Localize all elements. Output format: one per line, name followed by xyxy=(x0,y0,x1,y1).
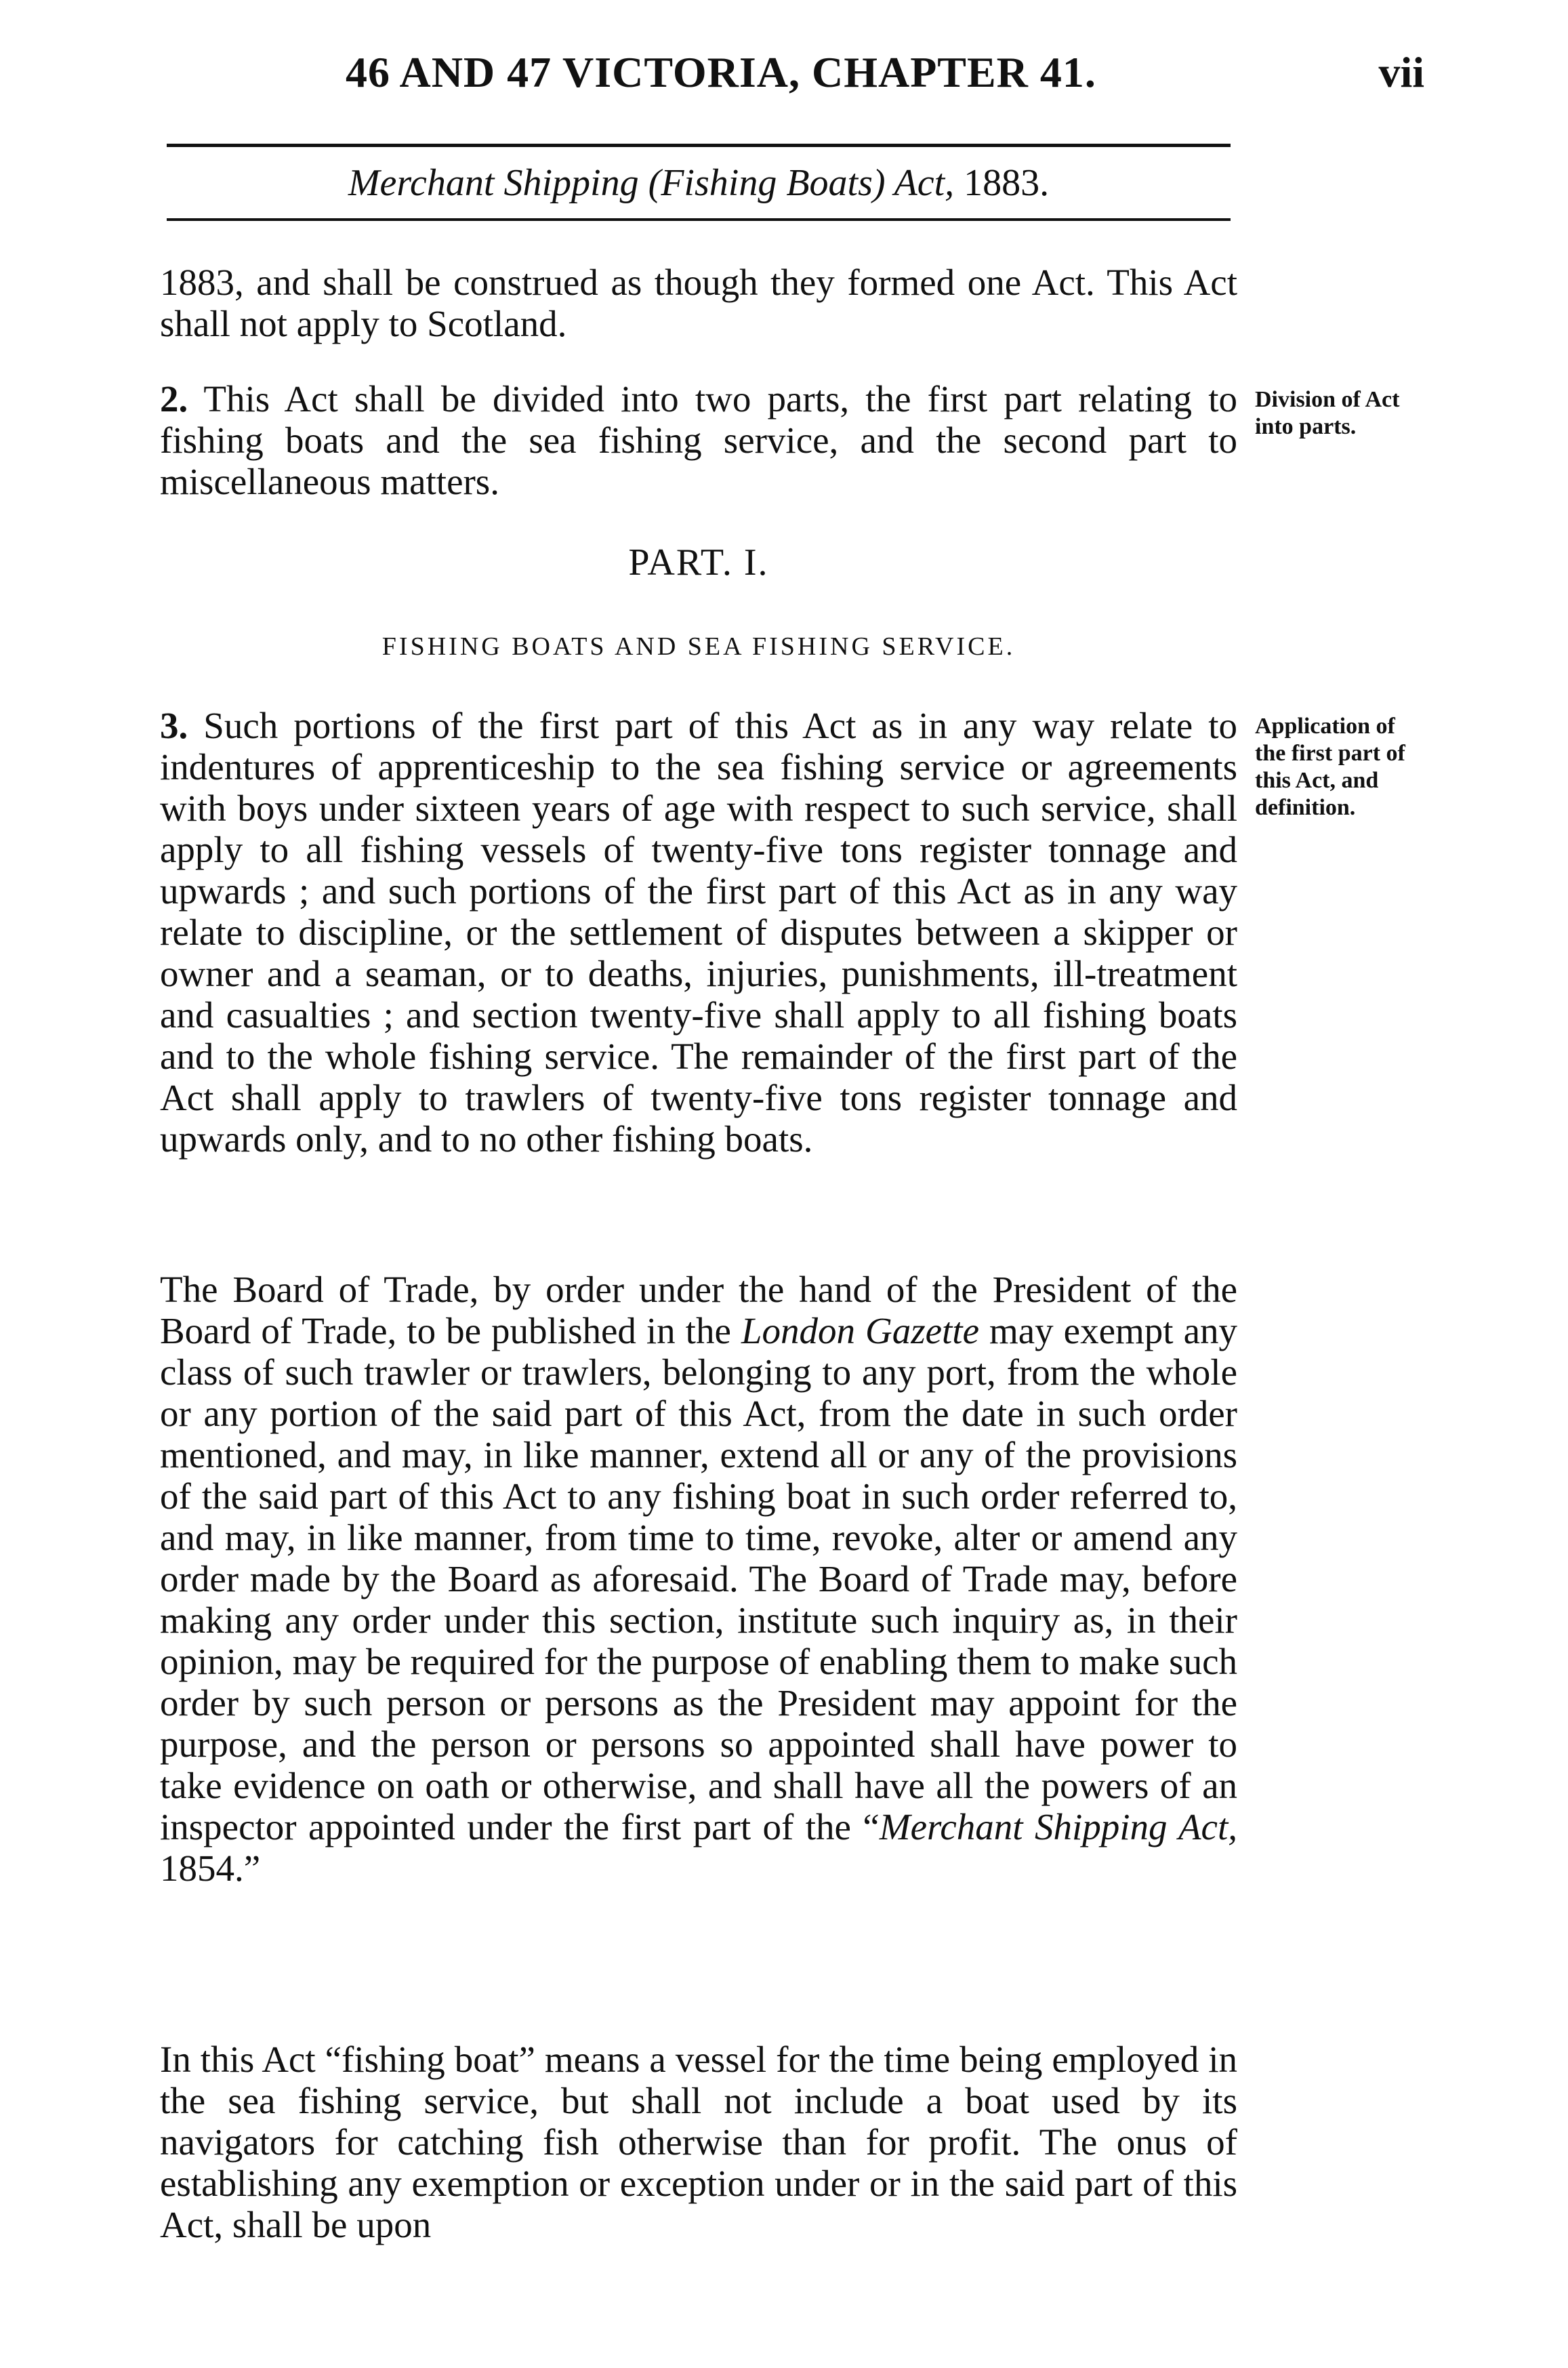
section-3-text: Such portions of the first part of this Act as in any way relate to indentures of apprenticeship to the sea fishing service or agreements with boys under sixteen years of age with respect to such service, shall apply to all fishing vessels of twenty-five tons register tonnage and upwards ; and such portions of the first part of this Act as in any way relate to discipline, or the settlement of disputes between a skipper or owner and a seaman, or to deaths, injuries, punishments, ill-treatment and casualties ; and section twenty-five shall apply to all fishing boats and to the whole fishing service. The remainder of the first part of the Act shall apply to trawlers of twenty-five tons register tonnage and upwards only, and to no other fishing boats. xyxy=(160,705,1237,1160)
definition-paragraph: In this Act “fishing boat” means a vessel for the time being employed in the sea fishing service, but shall not include a boat used by its navigators for catching fish otherwise than for profit. The onus of establishing any exemption or exception under or in the said part of this Act, shall be upon xyxy=(160,2039,1237,2245)
part-subheading: FISHING BOATS AND SEA FISHING SERVICE. xyxy=(381,632,1016,661)
section-2-text: This Act shall be divided into two parts, the first part relating to fishing boats and the sea fishing service, and the second part to miscellaneous matters. xyxy=(160,378,1237,502)
section-3-paragraph xyxy=(160,705,1237,1160)
section-number: 3. xyxy=(160,705,188,746)
board-of-trade-paragraph xyxy=(160,1269,1237,1889)
section-2-paragraph xyxy=(160,378,1237,502)
section-number: 2. xyxy=(160,378,188,420)
short-title-year: 1883. xyxy=(954,162,1050,204)
paragraph-text: 1854.” xyxy=(160,1848,261,1889)
paragraph-continuation: 1883, and shall be construed as though they formed one Act. This Act shall not apply to Scotland. xyxy=(160,262,1237,344)
margin-note-application: Application of the first part of this Act, and definition. xyxy=(1255,714,1405,820)
header-rule-top xyxy=(167,144,1231,147)
gazette-title: London Gazette xyxy=(741,1310,979,1351)
short-title xyxy=(167,161,1231,205)
margin-note-division: Division of Act into parts. xyxy=(1255,387,1400,439)
header-rule-bottom xyxy=(167,218,1231,221)
page-number: vii xyxy=(1378,48,1424,96)
paragraph-text: The Board of Trade, by order under the hand of the President of the Board of Trade, to be published in the xyxy=(160,1269,1237,1351)
part-heading: PART. I. xyxy=(628,542,769,584)
act-title: Merchant Shipping Act, xyxy=(879,1806,1238,1848)
paragraph-text: may exempt any class of such trawler or trawlers, belonging to any port, from the whole or any portion of the said part of this Act, from the date in such order mentioned, and may, in like manner, extend all or any of the provisions of the said part of this Act to any fishing boat in such order referred to, and may, in like manner, from time to time, revoke, alter or amend any order made by the Board as aforesaid. The Board of Trade may, before making any order under this section, institute such inquiry as, in their opinion, may be required for the purpose of enabling them to make such order by such person or persons as the President may appoint for the purpose, and the person or persons so appointed shall have power to take evidence on oath or otherwise, and shall have all the powers of an inspector appointed under the first part of the “ xyxy=(160,1310,1237,1848)
short-title-italic: Merchant Shipping (Fishing Boats) Act, xyxy=(348,162,955,204)
running-head: 46 AND 47 VICTORIA, CHAPTER 41. xyxy=(346,48,1096,96)
